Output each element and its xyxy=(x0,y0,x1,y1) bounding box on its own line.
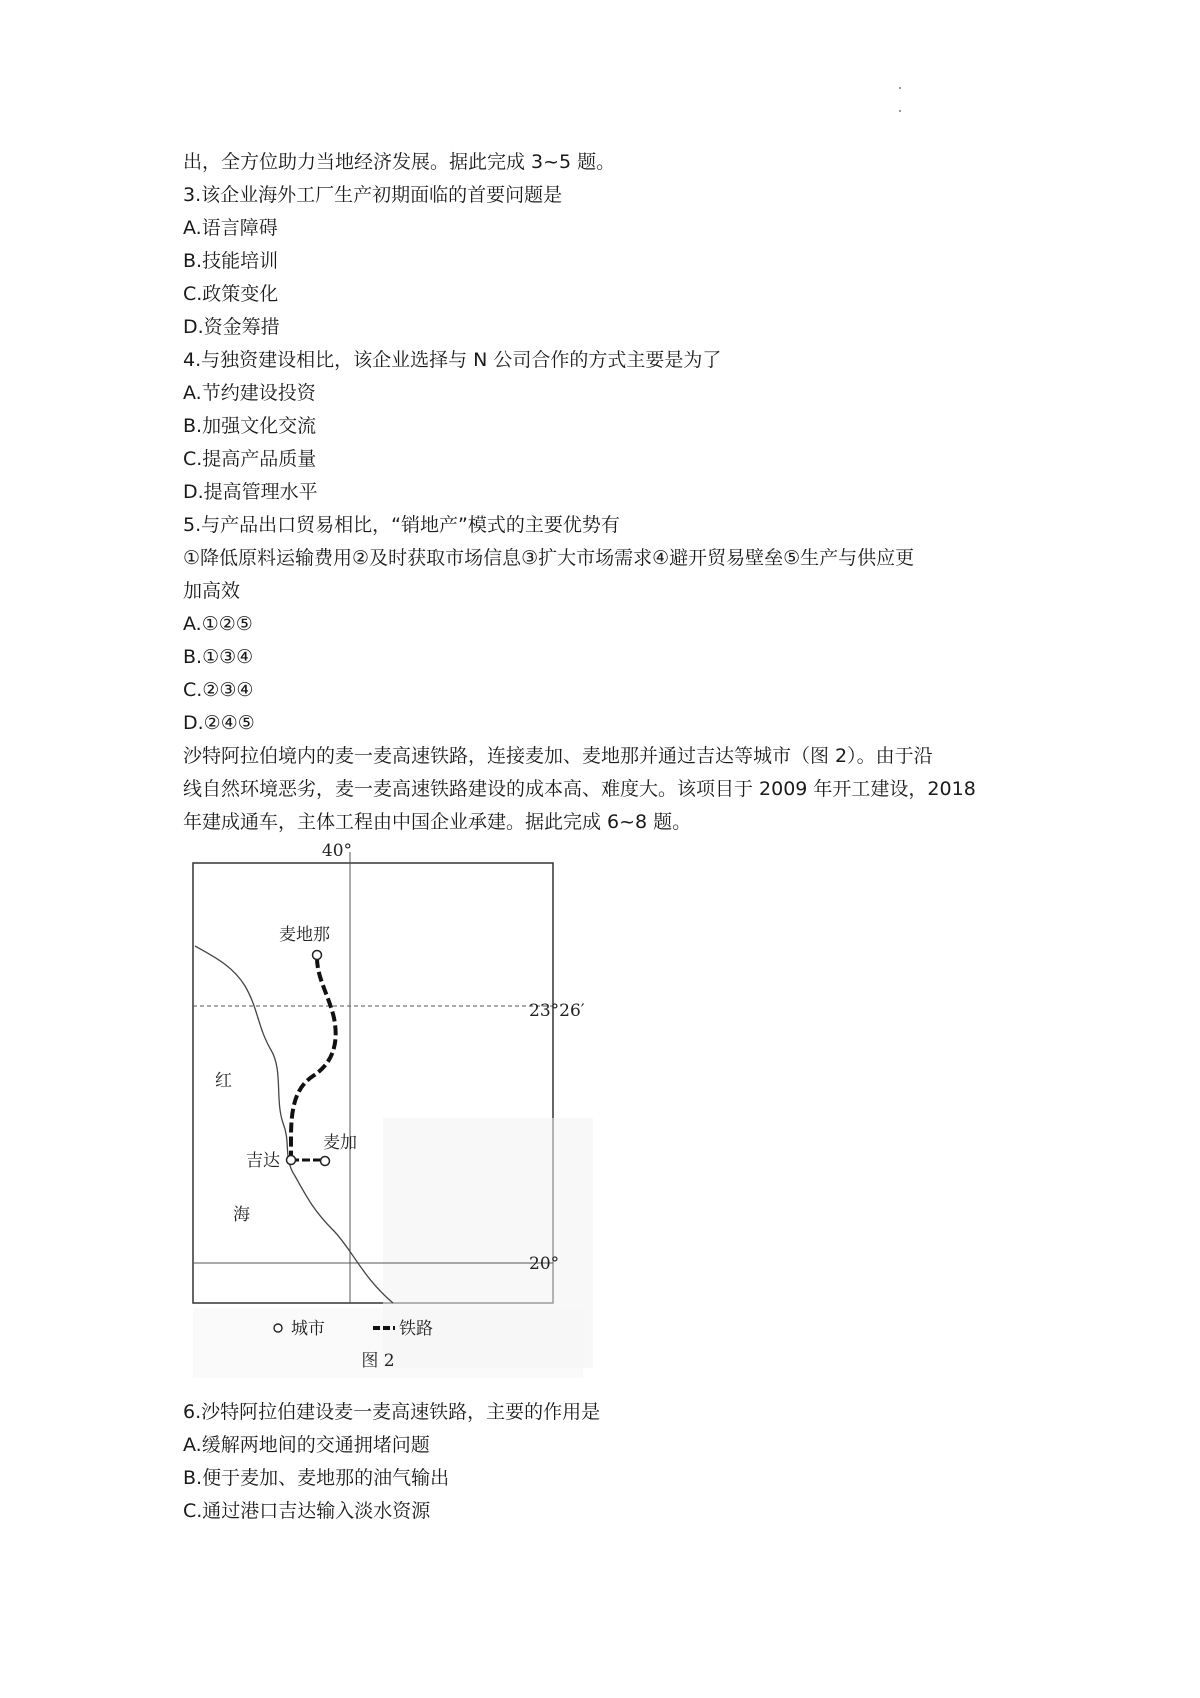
city-marker-medina xyxy=(313,951,322,960)
question-5 xyxy=(183,509,1023,740)
lon-label-40: 40° xyxy=(321,841,353,861)
passage-line: 沙特阿拉伯境内的麦一麦高速铁路，连接麦加、麦地那并通过吉达等城市（图 2）。由于沿 xyxy=(183,745,933,767)
city-marker-mecca xyxy=(321,1157,330,1166)
passage-line: 年建成通车，主体工程由中国企业承建。据此完成 6~8 题。 xyxy=(183,811,692,833)
city-label-jeddah: 吉达 xyxy=(246,1151,280,1171)
passage-railway xyxy=(183,740,1023,839)
option-c: C.提高产品质量 xyxy=(183,448,317,470)
option-b: B.技能培训 xyxy=(183,250,279,272)
option-c: C.政策变化 xyxy=(183,283,279,305)
option-c: C.②③④ xyxy=(183,679,254,701)
choice-list: ①降低原料运输费用②及时获取市场信息③扩大市场需求④避开贸易壁垒⑤生产与供应更 xyxy=(183,547,915,569)
option-b: B.①③④ xyxy=(183,646,254,668)
option-a: A.语言障碍 xyxy=(183,217,278,239)
map-svg xyxy=(183,838,643,1378)
question-stem: 4.与独资建设相比，该企业选择与 N 公司合作的方式主要是为了 xyxy=(183,349,722,371)
legend-railway-label: 铁路 xyxy=(399,1319,433,1339)
exam-text-lower xyxy=(183,1396,1023,1528)
intro-tail: 出，全方位助力当地经济发展。据此完成 3~5 题。 xyxy=(183,151,616,173)
figure-caption: 图 2 xyxy=(361,1351,395,1371)
option-d: D.资金筹措 xyxy=(183,316,280,338)
choice-list-cont: 加高效 xyxy=(183,580,241,602)
lat-label-20: 20° xyxy=(529,1254,560,1274)
passage-line: 线自然环境恶劣，麦一麦高速铁路建设的成本高、难度大。该项目于 2009 年开工建设，2018 xyxy=(183,778,976,800)
city-label-mecca: 麦加 xyxy=(323,1133,357,1153)
option-d: D.②④⑤ xyxy=(183,712,255,734)
sea-label-red: 红 xyxy=(215,1071,232,1091)
question-3 xyxy=(183,179,1023,344)
option-a: A.①②⑤ xyxy=(183,613,253,635)
option-b: B.便于麦加、麦地那的油气输出 xyxy=(183,1467,450,1489)
question-6 xyxy=(183,1396,1023,1528)
figure-2-map xyxy=(183,838,643,1378)
question-4 xyxy=(183,344,1023,509)
lat-label-tropic: 23°26′ xyxy=(529,1001,585,1021)
option-a: A.缓解两地间的交通拥堵问题 xyxy=(183,1434,430,1456)
legend-city-label: 城市 xyxy=(291,1319,325,1339)
exam-text-upper xyxy=(183,146,1023,839)
scan-mark xyxy=(899,110,901,112)
option-c: C.通过港口吉达输入淡水资源 xyxy=(183,1500,431,1522)
scan-mark xyxy=(899,87,901,89)
option-a: A.节约建设投资 xyxy=(183,382,316,404)
option-d: D.提高管理水平 xyxy=(183,481,318,503)
question-stem: 6.沙特阿拉伯建设麦一麦高速铁路，主要的作用是 xyxy=(183,1401,601,1423)
option-b: B.加强文化交流 xyxy=(183,415,317,437)
city-label-medina: 麦地那 xyxy=(279,925,330,945)
sea-label-sea: 海 xyxy=(233,1205,250,1225)
question-stem: 3.该企业海外工厂生产初期面临的首要问题是 xyxy=(183,184,563,206)
legend-city-icon xyxy=(274,1324,282,1332)
city-marker-jeddah xyxy=(287,1156,296,1165)
question-stem: 5.与产品出口贸易相比，“销地产”模式的主要优势有 xyxy=(183,514,620,536)
